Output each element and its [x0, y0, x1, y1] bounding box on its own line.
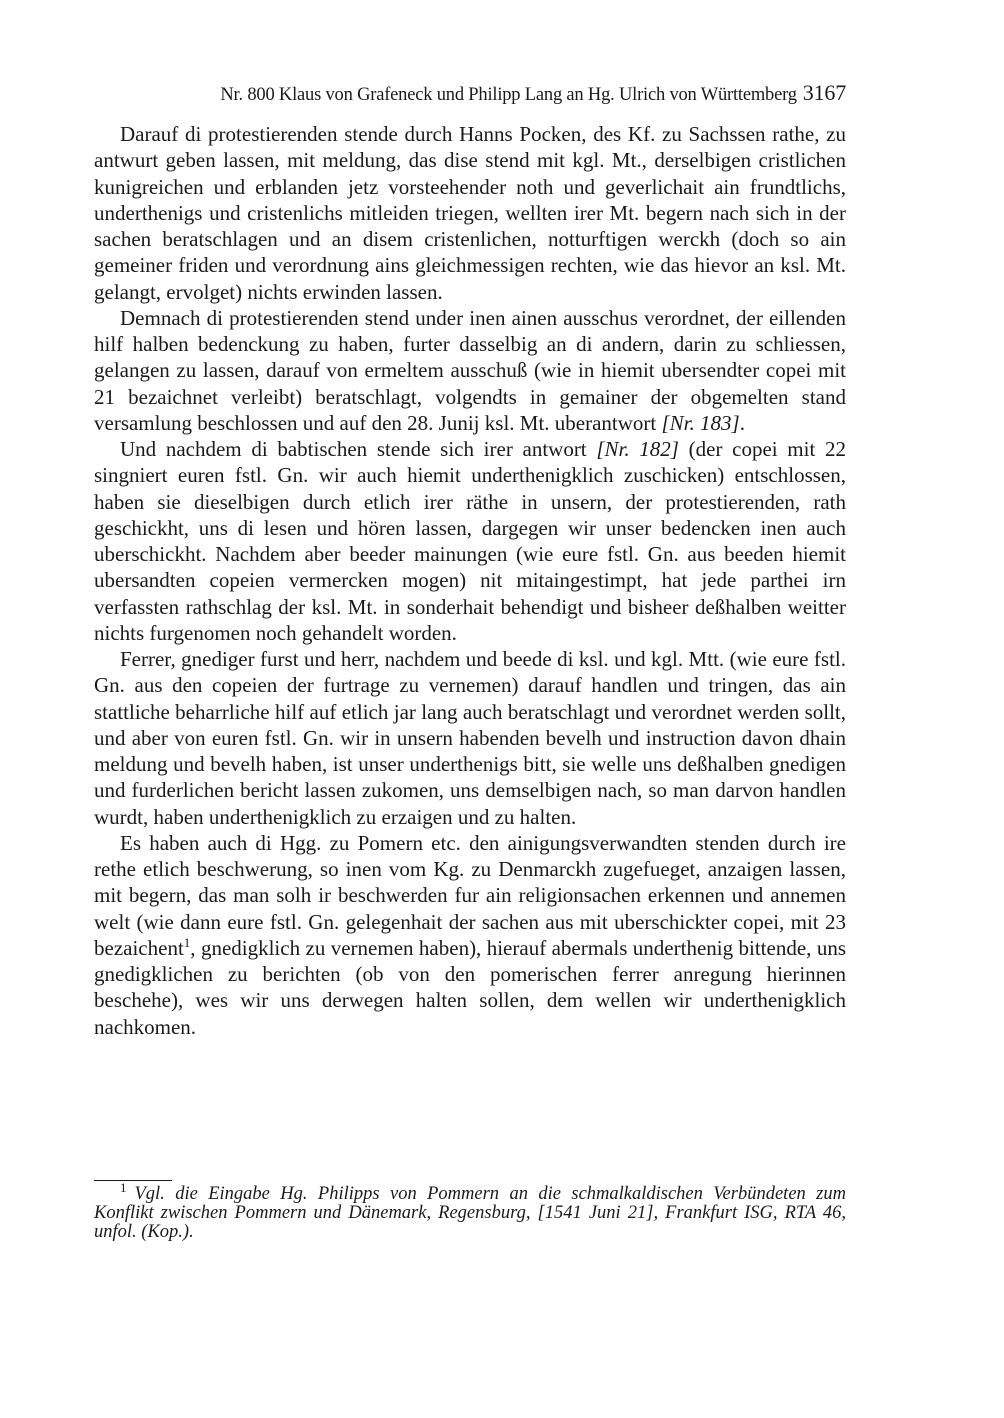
- paragraph-text: Und nachdem di babtischen stende sich irer antwort: [120, 437, 597, 461]
- footnote-divider: [94, 1180, 172, 1181]
- footnote-number: 1: [120, 1179, 127, 1195]
- running-head: [94, 80, 846, 106]
- document-reference: [Nr. 182]: [596, 437, 679, 461]
- footnote-text: Vgl. die Eingabe Hg. Philipps von Pommern an die schmalkaldischen Verbündeten zum Konflikt zwischen Pommern und Dänemark, Regensburg, [1541 Juni 21], Frankfurt ISG, RTA 46, unfol. (Kop.).: [94, 1184, 846, 1242]
- paragraph-2: [94, 305, 846, 436]
- paragraph-text: .: [739, 410, 745, 435]
- paragraph-text: Ferrer, gnediger furst und herr, nachdem und beede di ksl. und kgl. Mtt. (wie eure fstl. Gn. aus den copeien der furtrage zu vernemen) darauf handlen und tringen, das ain stattliche beharrliche hilf auf etlich jar lang auch beratschlagt und verordnet werden sollt, und aber von euren fstl. Gn. wir in unsern habenden bevelh und instruction davon dhain meldung und bevelh haben, ist unser underthenigs bitt, sie welle uns deßhalben gnedigen und furderlichen bericht lassen zukomen, uns demselbigen nach, so man darvon handlen wurdt, haben underthenigklich zu erzaigen und zu halten.: [94, 647, 846, 829]
- paragraph-text: Demnach di protestierenden stend under inen ainen ausschus verordnet, der eillenden hilf halben bedenckung zu haben, furter dasselbig an di andern, darin zu schliessen, gelangen zu lassen, darauf von ermeltem ausschuß (wie in hiemit ubersendter copei mit 21 bezaichnet verleibt) beratschlagt, volgendts in gemainer der obgemelten stand versamlung beschlossen und auf den 28. Junij ksl. Mt. uberantwort: [94, 305, 846, 435]
- main-text: [94, 121, 846, 1040]
- paragraph-5: [94, 830, 846, 1040]
- paragraph-text: , gnedigklich zu vernemen haben), hierauf abermals underthenig bittende, uns gnedigklichen zu berichten (ob von den pomerischen ferrer anregung hierinnen beschehe), wes wir uns derwegen halten sollen, dem wellen wir underthenigklich nachkomen.: [94, 935, 846, 1039]
- paragraph-4: [94, 646, 846, 830]
- paragraph-text: (der copei mit 22 singniert euren fstl. Gn. wir auch hiemit underthenigklich zuschicken) entschlossen, haben sie dieselbigen durch etlich irer räthe in unsern, der protestierenden, rath geschickht, uns di lesen und hören lassen, dargegen wir unser bedencken inen auch uberschickht. Nachdem aber beeder mainungen (wie eure fstl. Gn. aus beeden hiemit ubersandten copeien vermercken mogen) nit mitaingestimpt, hat jede parthei irn verfassten rathschlag der ksl. Mt. in sonderhait behendigt und bisheer deßhalben weitter nichts furgenomen noch gehandelt worden.: [94, 437, 846, 645]
- page-number: 3167: [802, 80, 846, 105]
- paragraph-text: Es haben auch di Hgg. zu Pomern etc. den ainigungsverwandten stenden durch ire rethe etlich beschwerung, so inen vom Kg. zu Denmarckh zugefueget, anzaigen lassen, mit begern, das man solh ir beschwerden fur ain religionsachen erkennen und annemen welt (wie dann eure fstl. Gn. gelegenhait der sachen aus mit uberschickter copei, mit 23 bezaichent: [94, 830, 846, 960]
- footnote-reference[interactable]: 1: [183, 934, 191, 950]
- running-title: Nr. 800 Klaus von Grafeneck und Philipp Lang an Hg. Ulrich von Württemberg: [220, 85, 797, 105]
- paragraph-1: [94, 121, 846, 305]
- document-reference: [Nr. 183]: [661, 410, 740, 435]
- paragraph-3: [94, 436, 846, 646]
- footnote-1: [94, 1179, 846, 1242]
- paragraph-text: Darauf di protestierenden stende durch Hanns Pocken, des Kf. zu Sachssen rathe, zu antwurt geben lassen, mit meldung, das dise stend mit kgl. Mt., derselbigen cristlichen kunigreichen und erblanden jetz vorsteehender noth und geverlichait ain frundtlichs, underthenigs und cristenlichs mitleiden triegen, wellten irer Mt. begern nach sich in der sachen beratschlagen und an disem cristenlichen, notturftigen werckh (doch so ain gemeiner friden und verordnung ains gleichmessigen rechten, wie das hievor an ksl. Mt. gelangt, ervolget) nichts erwinden lassen.: [94, 122, 846, 304]
